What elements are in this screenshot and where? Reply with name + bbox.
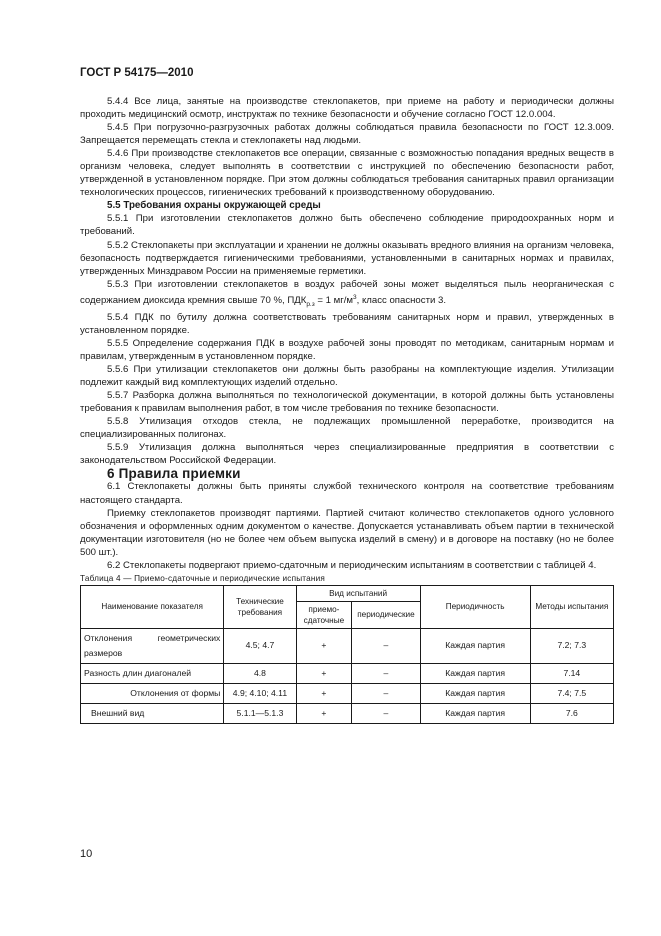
col-header-tech: Технические требования: [224, 585, 296, 628]
col-header-periodic: периодические: [352, 601, 420, 628]
col-header-kind: Вид испытаний: [296, 585, 420, 601]
cell-name: Внешний вид: [81, 703, 224, 723]
paragraph-6-1-lots: Приемку стеклопакетов производят партиями. Партией считают количество стеклопакетов одного условного обозначения и оформленных одним документом о качестве. Допускается устанавливать объем партии в технической документации изготовителя (но не более чем объем выпуска изделий в смену) и в договоре на поставку (но не более 500 шт.).: [80, 507, 614, 558]
pdk-subscript: р.з: [306, 300, 315, 308]
cell-frequency: Каждая партия: [420, 703, 530, 723]
table-4: [80, 585, 614, 724]
cell-accept: +: [296, 663, 352, 683]
paragraph-5-4-4: 5.4.4 Все лица, занятые на производстве стеклопакетов, при приеме на работу и периодически должны проходить медицинский осмотр, инструктаж по технике безопасности и обучение согласно ГОСТ 12.0.004.: [80, 96, 614, 121]
paragraph-5-5-5: 5.5.5 Определение содержания ПДК в воздухе рабочей зоны проводят по методикам, санитарным нормам и правилам, утвержденным в установленном порядке.: [80, 337, 614, 362]
table-4-caption: Таблица 4 — Приемо-сдаточные и периодические испытания: [80, 573, 326, 583]
paragraph-6-2: 6.2 Стеклопакеты подвергают приемо-сдаточным и периодическим испытаниям в соответствии с таблицей 4.: [107, 559, 597, 571]
paragraph-5-5-9: 5.5.9 Утилизация должна выполняться через специализированные предприятия в соответствии с законодательством Российской Федерации.: [80, 442, 614, 467]
page-number: 10: [80, 848, 93, 860]
cell-accept: +: [296, 703, 352, 723]
cell-frequency: Каждая партия: [420, 663, 530, 683]
cell-periodic: –: [352, 703, 420, 723]
cell-frequency: Каждая партия: [420, 683, 530, 703]
table-row: [81, 703, 614, 723]
cell-methods: 7.14: [530, 663, 613, 683]
paragraph-5-5-3-text-a: 5.5.3 При изготовлении стеклопакетов в воздух рабочей зоны может выделяться пыль неорганическая с содержанием диоксида кремния свыше 70 %, ПДК: [80, 278, 614, 306]
col-header-methods: Методы испытания: [530, 585, 613, 628]
cell-tech: 4.9; 4.10; 4.11: [224, 683, 296, 703]
paragraph-5-5-3: [80, 278, 614, 311]
col-header-name: Наименование показателя: [81, 585, 224, 628]
cell-name: Отклонения геометрических размеров: [81, 628, 224, 663]
paragraph-5-5-3-text-c: , класс опасности 3.: [356, 294, 446, 306]
paragraph-5-5-4: 5.5.4 ПДК по бутилу должна соответствовать требованиям санитарных норм и правил, утвержденных в установленном порядке.: [80, 311, 614, 336]
table-row: [81, 628, 614, 663]
cell-methods: 7.6: [530, 703, 613, 723]
cell-accept: +: [296, 683, 352, 703]
paragraph-5-5-7: 5.5.7 Разборка должна выполняться по технологической документации, в которой должны быть установлены требования к правилам выполнения работ, в том числе требования по технике безопасности.: [80, 390, 614, 415]
cell-frequency: Каждая партия: [420, 628, 530, 663]
paragraph-5-5-2: 5.5.2 Стеклопакеты при эксплуатации и хранении не должны оказывать вредного влияния на организм человека, безопасность подтверждается гигиеническими требованиями, установленными в санитарных нормах и правилах, утвержденных Минздравом России на применяемые герметики.: [80, 239, 614, 277]
document-header: ГОСТ Р 54175—2010: [80, 67, 194, 79]
unit-superscript: 3: [353, 293, 357, 301]
cell-tech: 4.8: [224, 663, 296, 683]
cell-methods: 7.4; 7.5: [530, 683, 613, 703]
paragraph-5-4-6: 5.4.6 При производстве стеклопакетов все операции, связанные с возможностью попадания вредных веществ в организм человека, следует выполнять в соответствии с инструкцией по обеспечению безопасности работ, утвержденной в установленном порядке. При этом должны соблюдаться требования санитарных правил организации технологических процессов, гигиенических требований к производственному оборудованию.: [80, 148, 614, 199]
section-6-title: 6 Правила приемки: [107, 466, 241, 482]
table-row: [81, 663, 614, 683]
cell-tech: 4.5; 4.7: [224, 628, 296, 663]
cell-periodic: –: [352, 683, 420, 703]
cell-name: Отклонения от формы: [81, 683, 224, 703]
col-header-frequency: Периодичность: [420, 585, 530, 628]
page-content: [80, 95, 614, 724]
section-5-5-title: 5.5 Требования охраны окружающей среды: [107, 200, 321, 212]
cell-periodic: –: [352, 663, 420, 683]
table-row: [81, 683, 614, 703]
paragraph-5-4-5: 5.4.5 При погрузочно-разгрузочных работах должны соблюдаться правила безопасности по ГОСТ 12.3.009. Запрещается перемещать стекла и стеклопакеты над людьми.: [80, 122, 614, 147]
cell-periodic: –: [352, 628, 420, 663]
paragraph-5-5-3-text-b: = 1 мг/м: [314, 294, 354, 306]
cell-methods: 7.2; 7.3: [530, 628, 613, 663]
paragraph-6-1: 6.1 Стеклопакеты должны быть приняты службой технического контроля на соответствие требованиям настоящего стандарта.: [80, 481, 614, 506]
cell-accept: +: [296, 628, 352, 663]
paragraph-5-5-6: 5.5.6 При утилизации стеклопакетов они должны быть разобраны на комплектующие изделия. Утилизации подлежит каждый вид комплектующих изделий отдельно.: [80, 364, 614, 389]
cell-name: Разность длин диагоналей: [81, 663, 224, 683]
col-header-accept: приемо-сдаточные: [296, 601, 352, 628]
cell-tech: 5.1.1—5.1.3: [224, 703, 296, 723]
paragraph-5-5-8: 5.5.8 Утилизация отходов стекла, не подлежащих промышленной переработке, производится на специализированных полигонах.: [80, 416, 614, 441]
paragraph-5-5-1: 5.5.1 При изготовлении стеклопакетов должно быть обеспечено соблюдение природоохранных норм и требований.: [80, 213, 614, 238]
